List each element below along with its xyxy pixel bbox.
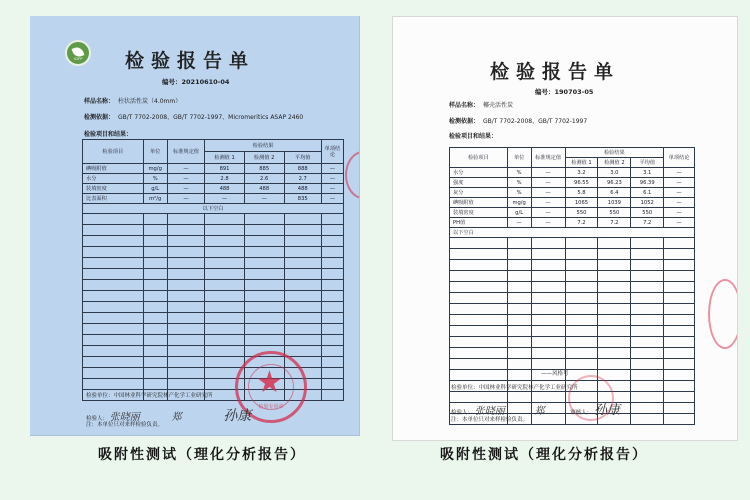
cell-std: — <box>531 178 565 188</box>
approver-signature: 孙康 <box>594 403 621 418</box>
cell-v2: 6.4 <box>598 188 631 198</box>
items-heading: 检验项目和结果： <box>449 133 498 140</box>
cell-unit: — <box>507 218 531 228</box>
footer-mark: ——风格号 <box>541 371 569 377</box>
cell-item: 水分 <box>450 168 508 178</box>
org-value: 中国林业科学研究院林产化学工业研究所 <box>478 385 578 391</box>
cell-unit: mg/g <box>143 164 167 174</box>
blank-note-row <box>83 204 344 214</box>
table-row <box>450 168 695 178</box>
header-m1: 检测值 1 <box>565 158 598 168</box>
table-row <box>83 184 344 194</box>
cell-con: — <box>321 194 343 204</box>
items-heading: 检验项目和结果： <box>84 131 133 138</box>
cell-v2: — <box>244 194 284 204</box>
sample-label: 样品名称： <box>449 102 480 109</box>
basis-line <box>84 112 303 121</box>
seal-text: 检验专用章 <box>258 403 284 410</box>
cell-con: — <box>664 198 695 208</box>
cell-con: — <box>664 178 695 188</box>
cell-v2: 3.0 <box>598 168 631 178</box>
reviewer-signature: 郑 <box>171 412 182 423</box>
org-line <box>451 383 578 391</box>
sample-label: 样品名称： <box>84 98 115 105</box>
cell-unit: % <box>507 168 531 178</box>
cell-item: 碘吸附值 <box>83 164 144 174</box>
header-results: 检验结果 <box>205 140 322 152</box>
cell-unit: mg/g <box>507 198 531 208</box>
cell-v1: 488 <box>205 184 245 194</box>
inspector-label: 检验人： <box>86 416 109 422</box>
cell-std: — <box>167 164 204 174</box>
cell-v1: 96.55 <box>565 178 598 188</box>
sample-line <box>449 100 513 109</box>
cell-avg: 488 <box>284 184 321 194</box>
header-item: 检验项目 <box>450 148 508 168</box>
cell-unit: m²/g <box>143 194 167 204</box>
cell-con: — <box>321 174 343 184</box>
sample-value: 椰壳活性炭 <box>483 102 514 109</box>
header-single: 单项结论 <box>664 148 695 168</box>
cell-v1: 2.8 <box>205 174 245 184</box>
cell-avg: 3.1 <box>631 168 664 178</box>
org-value: 中国林业科学研究院林产化学工业研究所 <box>113 393 213 399</box>
header-avg: 平均值 <box>284 152 321 164</box>
table-row <box>83 164 344 174</box>
institute-logo <box>65 40 91 66</box>
table-row <box>450 188 695 198</box>
org-line <box>86 391 213 399</box>
cell-v1: 1065 <box>565 198 598 208</box>
cell-con: — <box>321 184 343 194</box>
table-row <box>83 194 344 204</box>
header-unit: 单位 <box>507 148 531 168</box>
cell-avg: 7.2 <box>631 218 664 228</box>
cell-v2: 2.6 <box>244 174 284 184</box>
report-number: 编号：190703-05 <box>535 88 594 96</box>
cell-con: — <box>664 188 695 198</box>
cell-avg: 2.7 <box>284 174 321 184</box>
logo-text: ICIFP <box>73 57 83 61</box>
table-row <box>450 178 695 188</box>
cell-std: — <box>167 174 204 184</box>
cell-item: 灰分 <box>450 188 508 198</box>
seam-seal <box>708 279 738 349</box>
cell-v2: 885 <box>244 164 284 174</box>
cell-avg: 888 <box>284 164 321 174</box>
header-single: 单项结论 <box>321 140 343 164</box>
cell-con: — <box>321 164 343 174</box>
org-label: 检验单位： <box>451 385 479 391</box>
cell-item: 水分 <box>83 174 144 184</box>
cell-unit: % <box>507 178 531 188</box>
cell-std: — <box>167 184 204 194</box>
header-m1: 检测值 1 <box>205 152 245 164</box>
cell-item: 碘吸附值 <box>450 198 508 208</box>
approver-signature: 孙康 <box>223 408 252 424</box>
approver-label: 审核人： <box>570 410 593 416</box>
cell-unit: g/L <box>143 184 167 194</box>
cell-avg: 96.39 <box>631 178 664 188</box>
sample-value: 柱状活性炭（4.0mm） <box>118 98 182 105</box>
cell-avg: 1052 <box>631 198 664 208</box>
table-row <box>450 198 695 208</box>
cell-v1: 550 <box>565 208 598 218</box>
blank-note: 以下空白 <box>83 204 344 214</box>
table-row <box>450 208 695 218</box>
cell-v1: — <box>205 194 245 204</box>
cell-con: — <box>664 218 695 228</box>
cell-item: 强度 <box>450 178 508 188</box>
cell-std: — <box>531 218 565 228</box>
cell-v2: 488 <box>244 184 284 194</box>
header-row <box>83 140 344 152</box>
blank-note-row <box>450 228 695 238</box>
cell-avg: 6.1 <box>631 188 664 198</box>
header-standard: 标准规定值 <box>531 148 565 168</box>
basis-line <box>449 116 587 125</box>
report-title: 检验报告单 <box>125 50 256 72</box>
header-item: 检验项目 <box>83 140 144 164</box>
cell-v2: 7.2 <box>598 218 631 228</box>
cell-std: — <box>167 194 204 204</box>
header-unit: 单位 <box>143 140 167 164</box>
basis-value: GB/T 7702-2008、GB/T 7702-1997 <box>483 118 588 125</box>
cell-item: 装填密度 <box>83 184 144 194</box>
blank-note: 以下空白 <box>450 228 695 238</box>
cell-std: — <box>531 188 565 198</box>
caption-right: 吸附性测试（理化分析报告） <box>440 447 648 463</box>
cell-v1: 5.8 <box>565 188 598 198</box>
star-icon: ★ <box>256 365 283 400</box>
header-avg: 平均值 <box>631 158 664 168</box>
cell-unit: g/L <box>507 208 531 218</box>
cell-std: — <box>531 198 565 208</box>
cell-unit: % <box>507 188 531 198</box>
cell-unit: % <box>143 174 167 184</box>
org-label: 检验单位： <box>86 393 114 399</box>
caption-left: 吸附性测试（理化分析报告） <box>98 447 306 463</box>
cell-item: 比表面积 <box>83 194 144 204</box>
inspector-signature: 张晓丽 <box>474 406 505 417</box>
basis-value: GB/T 7702-2008、GB/T 7702-1997、Micromeritics ASAP 2460 <box>118 114 304 121</box>
basis-label: 检测依据： <box>84 114 115 121</box>
report-left <box>30 16 360 436</box>
cell-item: PH值 <box>450 218 508 228</box>
report-number: 编号：20210610-04 <box>162 78 230 86</box>
report-right <box>392 16 738 441</box>
header-standard: 标准规定值 <box>167 140 204 164</box>
report-title: 检验报告单 <box>490 61 621 83</box>
cell-avg: 835 <box>284 194 321 204</box>
cell-std: — <box>531 208 565 218</box>
cell-v2: 550 <box>598 208 631 218</box>
cell-std: — <box>531 168 565 178</box>
cell-con: — <box>664 208 695 218</box>
inspector-signature: 张晓丽 <box>109 412 140 423</box>
results-table <box>82 139 344 401</box>
cell-v1: 891 <box>205 164 245 174</box>
header-row <box>450 148 695 158</box>
basis-label: 检测依据： <box>449 118 480 125</box>
cell-v2: 96.23 <box>598 178 631 188</box>
disclaimer: 注：本单位只对来样检验负责。 <box>451 417 529 423</box>
seam-seal <box>345 151 360 199</box>
header-results: 检验结果 <box>565 148 664 158</box>
cell-item: 装填密度 <box>450 208 508 218</box>
header-m2: 检测值 2 <box>598 158 631 168</box>
cell-v2: 1039 <box>598 198 631 208</box>
header-m2: 检测值 2 <box>244 152 284 164</box>
reviewer-signature: 郑 <box>534 406 545 417</box>
cell-v1: 3.2 <box>565 168 598 178</box>
cell-v1: 7.2 <box>565 218 598 228</box>
cell-con: — <box>664 168 695 178</box>
inspector-label: 检验人： <box>451 410 474 416</box>
disclaimer: 注：本单位只对来样检验负责。 <box>86 422 164 428</box>
sample-line <box>84 96 181 105</box>
table-row <box>450 218 695 228</box>
cell-avg: 550 <box>631 208 664 218</box>
table-row <box>83 174 344 184</box>
